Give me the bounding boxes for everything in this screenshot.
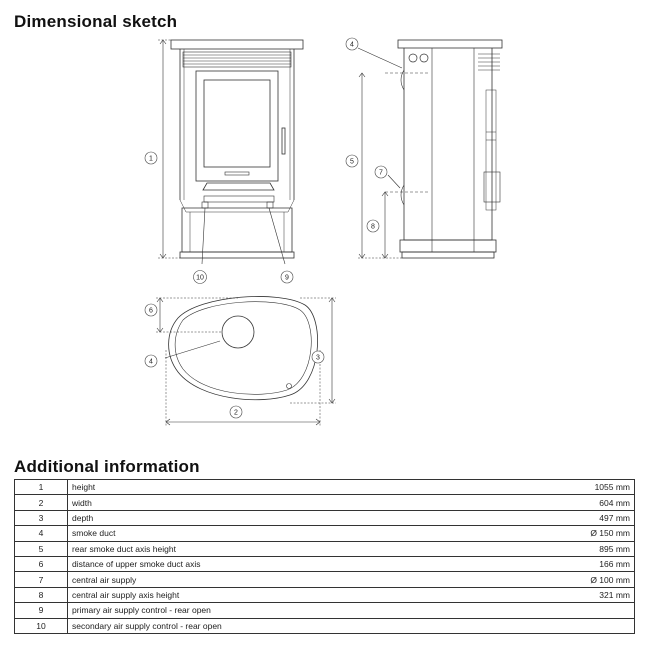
row-value: 1055 mm	[556, 480, 635, 495]
row-value	[556, 618, 635, 633]
row-number: 7	[15, 572, 68, 587]
front-door-glass	[204, 80, 270, 167]
svg-text:9: 9	[285, 274, 289, 282]
info-table	[14, 479, 635, 634]
svg-text:8: 8	[371, 223, 375, 231]
row-value: 166 mm	[556, 556, 635, 571]
svg-text:3: 3	[316, 354, 320, 362]
callout-7	[375, 166, 387, 178]
svg-text:4: 4	[350, 41, 354, 49]
front-ash-lip	[203, 183, 274, 190]
callout-5	[346, 155, 358, 167]
side-body	[404, 48, 492, 240]
svg-text:10: 10	[196, 274, 204, 282]
table-row	[15, 510, 635, 525]
row-value	[556, 603, 635, 618]
row-label: central air supply	[68, 572, 557, 587]
row-label: height	[68, 480, 557, 495]
callout-4-side	[346, 38, 358, 50]
top-outline	[169, 296, 318, 399]
front-air-control-right	[267, 202, 273, 208]
front-top-cap	[171, 40, 303, 49]
callout-9	[281, 271, 293, 283]
table-row	[15, 541, 635, 556]
row-label: secondary air supply control - rear open	[68, 618, 557, 633]
table-row	[15, 572, 635, 587]
svg-text:1: 1	[149, 155, 153, 163]
table-row	[15, 603, 635, 618]
svg-text:6: 6	[149, 307, 153, 315]
side-duct-circle-1	[409, 54, 417, 62]
row-value: 321 mm	[556, 587, 635, 602]
svg-text:7: 7	[379, 169, 383, 177]
sketch-title: Dimensional sketch	[14, 12, 178, 31]
svg-text:2: 2	[234, 409, 238, 417]
row-label: primary air supply control - rear open	[68, 603, 557, 618]
callout-6	[145, 304, 157, 316]
row-number: 10	[15, 618, 68, 633]
row-value: 895 mm	[556, 541, 635, 556]
row-label: depth	[68, 510, 557, 525]
side-base	[400, 240, 496, 252]
side-duct-circle-2	[420, 54, 428, 62]
callout-2	[230, 406, 242, 418]
front-grille	[183, 52, 291, 67]
callout-3	[312, 351, 324, 363]
front-body-sides	[180, 49, 294, 200]
callout-8	[367, 220, 379, 232]
table-row	[15, 480, 635, 495]
front-view	[158, 40, 303, 264]
row-value: 497 mm	[556, 510, 635, 525]
callout-4-top	[145, 355, 157, 367]
callouts	[145, 38, 387, 418]
svg-text:5: 5	[350, 158, 354, 166]
callout-10	[194, 271, 207, 284]
front-door-handle	[282, 128, 285, 154]
row-label: rear smoke duct axis height	[68, 541, 557, 556]
row-label: width	[68, 495, 557, 510]
svg-text:4: 4	[149, 358, 153, 366]
front-air-control-left	[202, 202, 208, 208]
callout-1	[145, 152, 157, 164]
row-number: 6	[15, 556, 68, 571]
top-smoke-duct	[222, 316, 254, 348]
table-row	[15, 618, 635, 633]
front-door-frame	[196, 71, 278, 181]
row-value: 604 mm	[556, 495, 635, 510]
row-value: Ø 150 mm	[556, 526, 635, 541]
row-number: 3	[15, 510, 68, 525]
row-label: central air supply axis height	[68, 587, 557, 602]
row-number: 9	[15, 603, 68, 618]
side-top-cap	[398, 40, 502, 48]
side-feet	[402, 252, 494, 258]
row-number: 8	[15, 587, 68, 602]
top-handle-knob	[287, 384, 292, 389]
row-label: distance of upper smoke duct axis	[68, 556, 557, 571]
row-number: 2	[15, 495, 68, 510]
table-row	[15, 495, 635, 510]
row-number: 1	[15, 480, 68, 495]
front-feet	[180, 252, 294, 258]
table-row	[15, 587, 635, 602]
info-title: Additional information	[14, 457, 200, 476]
row-number: 5	[15, 541, 68, 556]
top-view	[156, 296, 336, 426]
row-value: Ø 100 mm	[556, 572, 635, 587]
table-row	[15, 526, 635, 541]
table-row	[15, 556, 635, 571]
side-view	[358, 40, 502, 258]
row-number: 4	[15, 526, 68, 541]
row-label: smoke duct	[68, 526, 557, 541]
